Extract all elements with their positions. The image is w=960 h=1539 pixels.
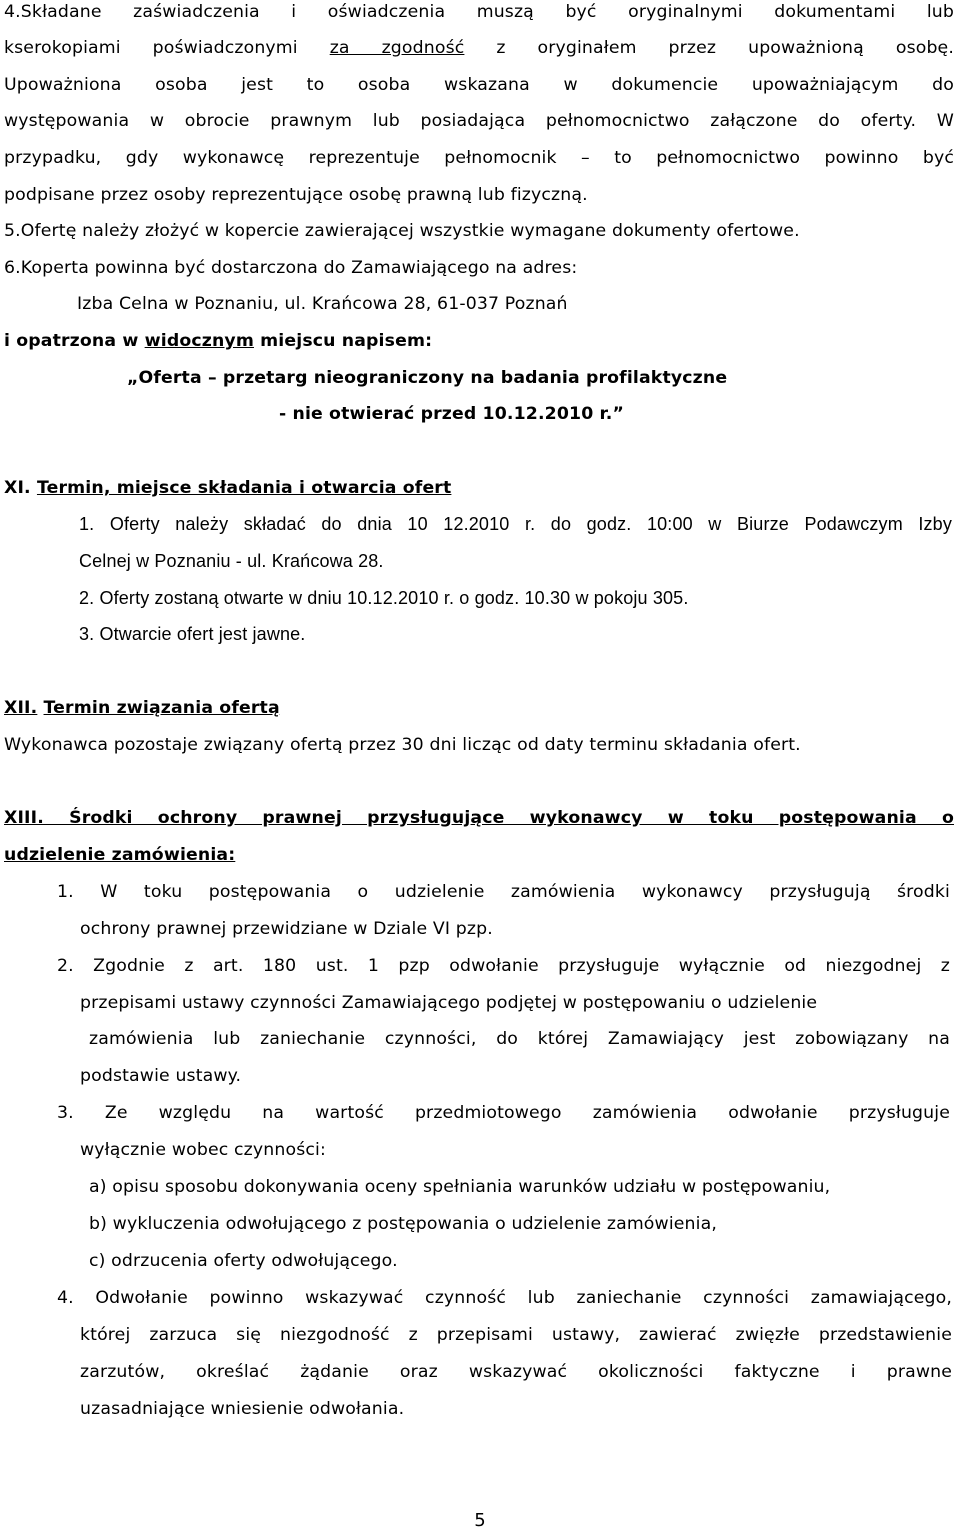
list-item-continuation: której zarzuca się niezgodność z przepisami ustawy, zawierać zwięzłe przedstawienie [80, 1325, 952, 1345]
list-item-continuation: Celnej w Poznaniu - ul. Krańcowa 28. [79, 551, 384, 571]
list-item: 4. Odwołanie powinno wskazywać czynność lub zaniechanie czynności zamawiającego, [57, 1288, 952, 1308]
list-item-continuation: wyłącznie wobec czynności: [80, 1140, 326, 1160]
underlined-phrase: widocznym [144, 331, 254, 351]
paragraph-line: podpisane przez osoby reprezentujące osobę prawną lub fizyczną. [4, 185, 588, 205]
sub-list-item: a) opisu sposobu dokonywania oceny spełniania warunków udziału w postępowaniu, [89, 1177, 831, 1197]
list-item-continuation: zamówienia lub zaniechanie czynności, do której Zamawiający jest zobowiązany na [89, 1029, 950, 1049]
paragraph-line: występowania w obrocie prawnym lub posiadająca pełnomocnictwo załączone do oferty. W [4, 111, 954, 131]
sub-list-item: b) wykluczenia odwołującego z postępowania o udzielenie zamówienia, [89, 1214, 717, 1234]
list-item: 1. W toku postępowania o udzielenie zamówienia wykonawcy przysługują środki [57, 882, 950, 902]
list-item-continuation: podstawie ustawy. [80, 1066, 242, 1086]
section-xiii-heading: XIII. Środki ochrony prawnej przysługujące wykonawcy w toku postępowania o [4, 808, 954, 828]
paragraph-line: 4.Składane zaświadczenia i oświadczenia muszą być oryginalnymi dokumentami lub [4, 2, 954, 22]
underlined-phrase: za zgodność [329, 38, 465, 58]
paragraph-line: 5.Ofertę należy złożyć w kopercie zawierającej wszystkie wymagane dokumenty ofertowe. [4, 221, 800, 241]
list-item: 3. Ze względu na wartość przedmiotowego zamówienia odwołanie przysługuje [57, 1103, 950, 1123]
list-item-continuation: uzasadniające wniesienie odwołania. [80, 1399, 405, 1419]
envelope-label-line2: - nie otwierać przed 10.12.2010 r.” [279, 404, 624, 424]
sub-list-item: c) odrzucenia oferty odwołującego. [89, 1251, 398, 1271]
list-item: 3. Otwarcie ofert jest jawne. [79, 624, 306, 644]
paragraph-line: przypadku, gdy wykonawcę reprezentuje pełnomocnik – to pełnomocnictwo powinno być [4, 148, 954, 168]
address-line: Izba Celna w Poznaniu, ul. Krańcowa 28, 61-037 Poznań [77, 294, 568, 314]
paragraph-line: i opatrzona w widocznym miejscu napisem: [4, 331, 433, 351]
paragraph-line: Upoważniona osoba jest to osoba wskazana w dokumencie upoważniającym do [4, 75, 954, 95]
envelope-label-line1: „Oferta – przetarg nieograniczony na badania profilaktyczne [127, 368, 728, 388]
list-item-continuation: zarzutów, określać żądanie oraz wskazywać okoliczności faktyczne i prawne [80, 1362, 952, 1382]
list-item-continuation: przepisami ustawy czynności Zamawiającego podjętej w postępowaniu o udzielenie [80, 993, 818, 1013]
list-item-continuation: ochrony prawnej przewidziane w Dziale VI pzp. [80, 919, 493, 939]
page-number: 5 [474, 1510, 486, 1531]
paragraph-line: Wykonawca pozostaje związany ofertą przez 30 dni licząc od daty terminu składania ofert. [4, 735, 801, 755]
list-item: 2. Oferty zostaną otwarte w dniu 10.12.2010 r. o godz. 10.30 w pokoju 305. [79, 588, 689, 608]
section-xi-heading: XI. Termin, miejsce składania i otwarcia ofert [4, 478, 452, 498]
paragraph-line: 6.Koperta powinna być dostarczona do Zamawiającego na adres: [4, 258, 578, 278]
section-xii-heading: XII. Termin związania ofertą [4, 698, 280, 718]
paragraph-line: kserokopiami poświadczonymi za zgodność z oryginałem przez upoważnioną osobę. [4, 38, 954, 58]
list-item: 2. Zgodnie z art. 180 ust. 1 pzp odwołanie przysługuje wyłącznie od niezgodnej z [57, 956, 950, 976]
section-xiii-heading-cont: udzielenie zamówienia: [4, 845, 236, 865]
list-item: 1. Oferty należy składać do dnia 10 12.2010 r. do godz. 10:00 w Biurze Podawczym Izby [79, 514, 952, 534]
